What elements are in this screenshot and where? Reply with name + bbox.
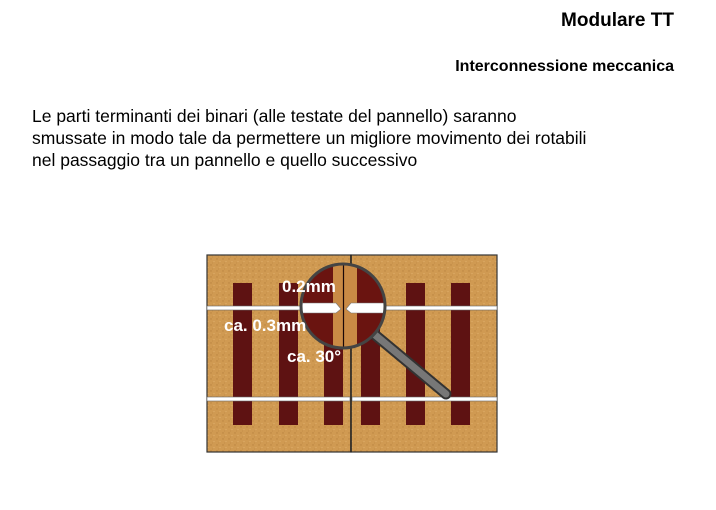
- chamfer-width-label: ca. 0.3mm: [224, 316, 307, 335]
- gap-label: 0.2mm: [282, 277, 336, 296]
- rail: [352, 397, 497, 401]
- paragraph-line: smussate in modo tale da permettere un migliore movimento dei rotabili: [32, 128, 587, 148]
- chamfer-angle-label: ca. 30°: [287, 347, 342, 366]
- sleeper: [406, 283, 425, 425]
- sleeper: [451, 283, 470, 425]
- section-subtitle: Interconnessione meccanica: [455, 58, 674, 75]
- paragraph-line: Le parti terminanti dei binari (alle testate del pannello) saranno: [32, 106, 517, 126]
- paragraph-line: nel passaggio tra un pannello e quello successivo: [32, 150, 418, 170]
- chamfered-rail-end-left: [300, 303, 341, 313]
- chamfered-rail-end-right: [346, 303, 386, 313]
- rail: [207, 397, 350, 401]
- page-title: Modulare TT: [561, 10, 674, 31]
- sleeper: [233, 283, 252, 425]
